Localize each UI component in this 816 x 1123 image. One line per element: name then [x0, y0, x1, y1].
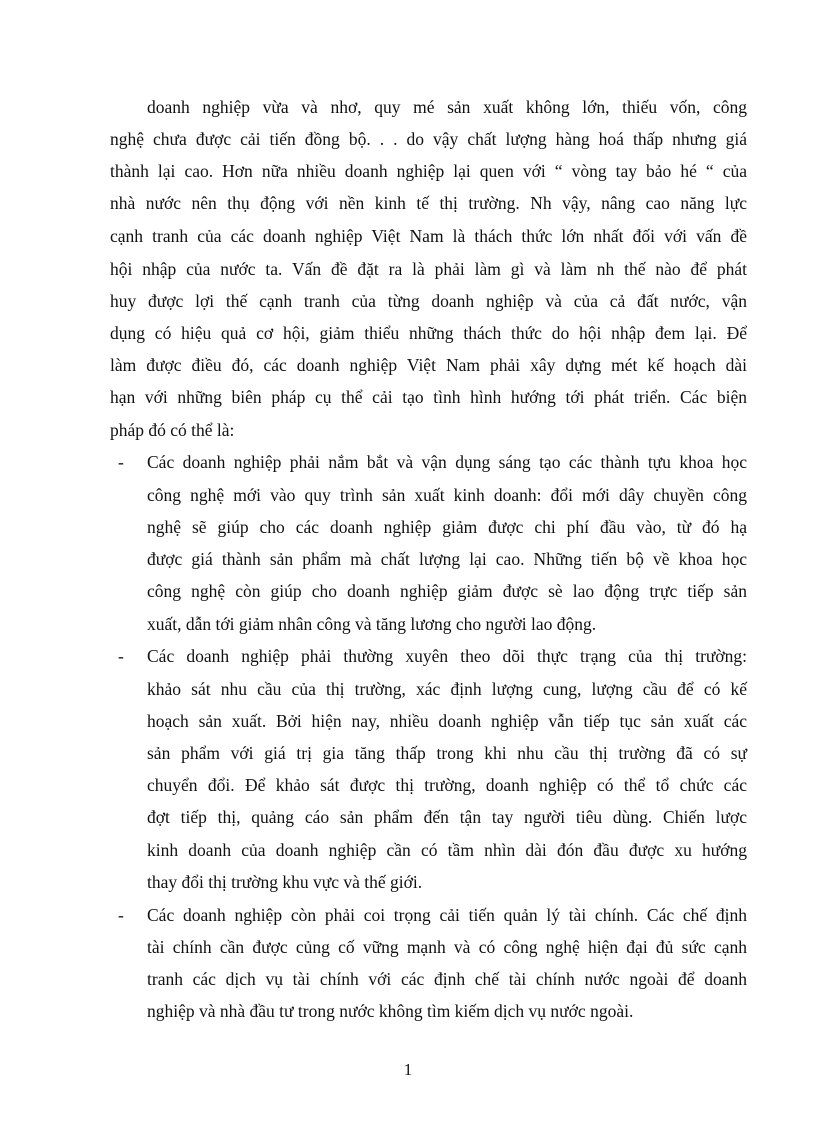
bullet-line: đợt tiếp thị, quảng cáo sản phẩm đến tận tay người tiêu dùng. Chiến lược: [147, 807, 747, 827]
bullet-line: hoạch sản xuất. Bởi hiện nay, nhiều doanh nghiệp vẫn tiếp tục sản xuất các: [147, 711, 747, 731]
paragraph-line: huy được lợi thế cạnh tranh của từng doanh nghiệp và của cả đất nước, vận: [110, 291, 747, 311]
paragraph-line: làm được điều đó, các doanh nghiệp Việt Nam phải xây dựng mét kế hoạch dài: [110, 355, 747, 375]
paragraph-line: pháp đó có thể là:: [110, 420, 235, 440]
bullet-line: khảo sát nhu cầu của thị trường, xác định lượng cung, lượng cầu để có kế: [147, 679, 747, 699]
bullet-line: được giá thành sản phẩm mà chất lượng lại cao. Những tiến bộ về khoa học: [147, 549, 747, 569]
bullet-line: sản phẩm với giá trị gia tăng thấp trong khi nhu cầu thị trường đã có sự: [147, 743, 747, 763]
page-number: 1: [403, 1060, 413, 1079]
paragraph-line: dụng có hiệu quả cơ hội, giảm thiểu những thách thức do hội nhập đem lại. Để: [110, 323, 747, 343]
paragraph-line: hạn với những biên pháp cụ thể cải tạo tình hình hướng tới phát triển. Các biện: [110, 387, 747, 407]
bullet-line: kinh doanh của doanh nghiệp cần có tầm nhìn dài đón đầu được xu hướng: [147, 840, 747, 860]
bullet-line: nghệ sẽ giúp cho các doanh nghiệp giảm được chi phí đầu vào, từ đó hạ: [147, 517, 747, 537]
bullet-line: nghiệp và nhà đầu tư trong nước không tìm kiếm dịch vụ nước ngoài.: [147, 1001, 634, 1021]
bullet-line: Các doanh nghiệp phải thường xuyên theo dõi thực trạng của thị trường:: [147, 646, 747, 666]
bullet-line: chuyển đổi. Để khảo sát được thị trường, doanh nghiệp có thể tổ chức các: [147, 775, 747, 795]
bullet-line: xuất, dẫn tới giảm nhân công và tăng lương cho người lao động.: [147, 614, 597, 634]
bullet-line: Các doanh nghiệp còn phải coi trọng cải tiến quản lý tài chính. Các chế định: [147, 905, 747, 925]
paragraph-line: cạnh tranh của các doanh nghiệp Việt Nam là thách thức lớn nhất đối với vấn đề: [110, 226, 747, 246]
paragraph-line: hội nhập của nước ta. Vấn đề đặt ra là phải làm gì và làm nh thế nào để phát: [110, 259, 747, 279]
bullet-line: thay đổi thị trường khu vực và thế giới.: [147, 872, 423, 892]
bullet-dash: -: [118, 905, 124, 925]
paragraph-line: nghệ chưa được cải tiến đồng bộ. . . do vậy chất lượng hàng hoá thấp nhưng giá: [110, 129, 747, 149]
bullet-dash: -: [118, 452, 124, 472]
bullet-line: tranh các dịch vụ tài chính với các định chế tài chính nước ngoài để doanh: [147, 969, 747, 989]
paragraph-line: nhà nước nên thụ động với nền kinh tế thị trường. Nh vậy, nâng cao năng lực: [110, 193, 747, 213]
bullet-line: công nghệ mới vào quy trình sản xuất kinh doanh: đổi mới dây chuyền công: [147, 485, 747, 505]
paragraph-line: doanh nghiệp vừa và nhơ, quy mé sản xuất không lớn, thiếu vốn, công: [147, 97, 747, 117]
paragraph-line: thành lại cao. Hơn nữa nhiều doanh nghiệp lại quen với “ vòng tay bảo hé “ của: [110, 161, 747, 181]
bullet-line: tài chính cần được củng cố vững mạnh và có công nghệ hiện đại đủ sức cạnh: [147, 937, 747, 957]
bullet-dash: -: [118, 646, 124, 666]
bullet-line: Các doanh nghiệp phải nắm bắt và vận dụng sáng tạo các thành tựu khoa học: [147, 452, 747, 472]
bullet-line: công nghệ còn giúp cho doanh nghiệp giảm được sè lao động trực tiếp sản: [147, 581, 747, 601]
